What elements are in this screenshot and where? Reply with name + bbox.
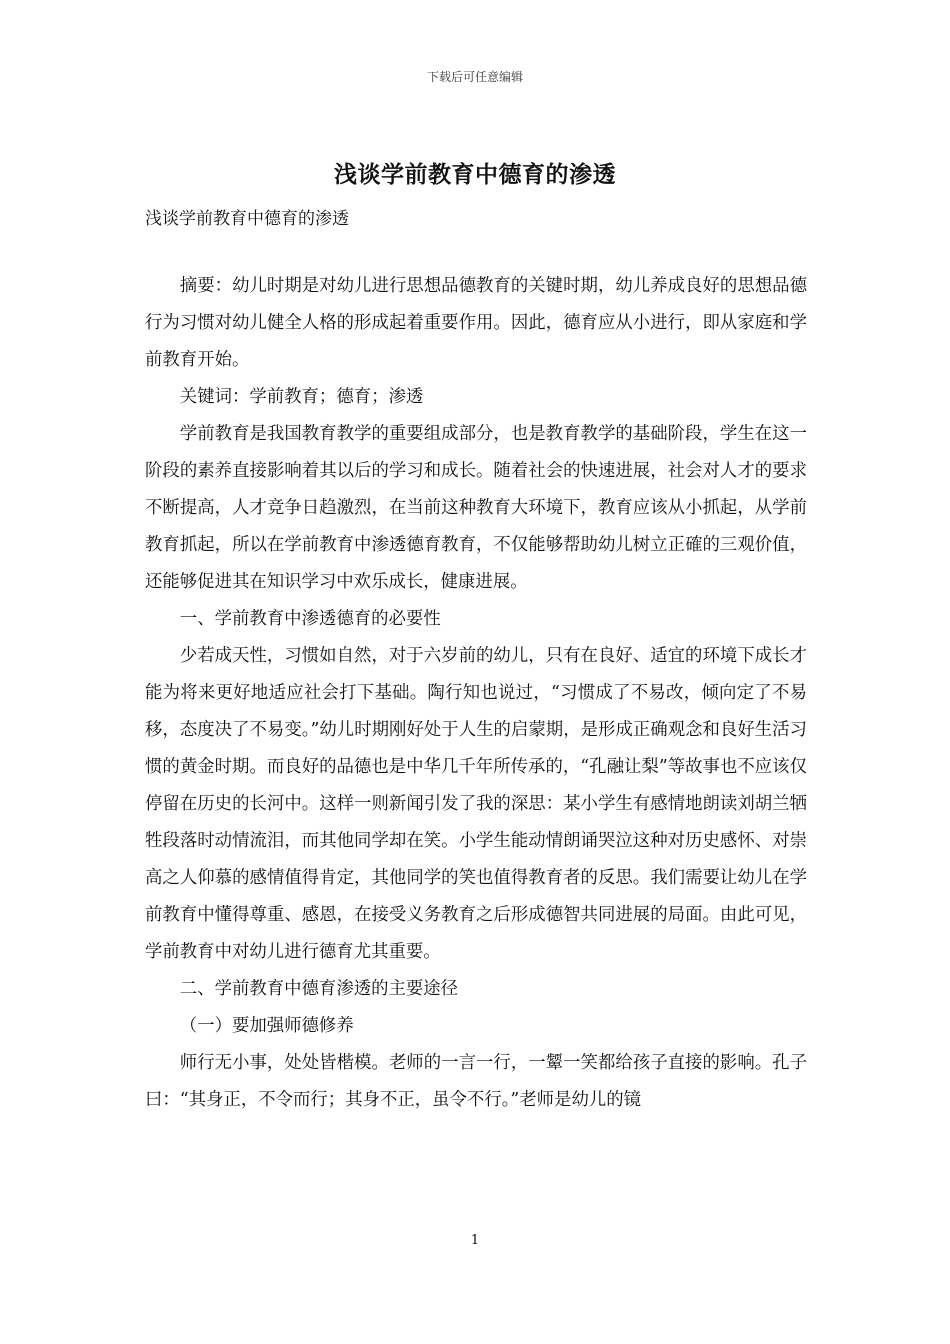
body-paragraph: 师行无小事，处处皆楷模。老师的一言一行，一颦一笑都给孩子直接的影响。孔子曰：“其身正，不令而行；其身不正，虽令不行。”老师是幼儿的镜 bbox=[145, 1053, 807, 1110]
document-body bbox=[145, 268, 807, 1119]
body-paragraph: 少若成天性，习惯如自然，对于六岁前的幼儿，只有在良好、适宜的环境下成长才能为将来更好地适应社会打下基础。陶行知也说过，“习惯成了不易改，倾向定了不易移，态度决了不易变。”幼儿时期刚好处于人生的启蒙期，是形成正确观念和良好生活习惯的黄金时期。而良好的品德也是中华几千年所传承的，“孔融让梨”等故事也不应该仅停留在历史的长河中。这样一则新闻引发了我的深思：某小学生有感情地朗读刘胡兰牺牲段落时动情流泪，而其他同学却在笑。小学生能动情朗诵哭泣这种对历史感怀、对崇高之人仰慕的感情值得肯定，其他同学的笑也值得教育者的反思。我们需要让幼儿在学前教育中懂得尊重、感恩，在接受义务教育之后形成德智共同进展的局面。由此可见，学前教育中对幼儿进行德育尤其重要。 bbox=[145, 646, 807, 962]
document-subtitle: 浅谈学前教育中德育的渗透 bbox=[145, 209, 349, 229]
page-number: 1 bbox=[470, 1233, 480, 1248]
subsection-heading-1: （一）要加强师德修养 bbox=[179, 1016, 354, 1036]
keywords-paragraph: 关键词：学前教育；德育；渗透 bbox=[179, 387, 424, 407]
section-heading-1: 一、学前教育中渗透德育的必要性 bbox=[179, 609, 441, 629]
document-title: 浅谈学前教育中德育的渗透 bbox=[334, 161, 616, 188]
intro-paragraph: 学前教育是我国教育教学的重要组成部分，也是教育教学的基础阶段，学生在这一阶段的素养直接影响着其以后的学习和成长。随着社会的快速进展，社会对人才的要求不断提高，人才竞争日趋激烈，在当前这种教育大环境下，教育应该从小抓起，从学前教育抓起，所以在学前教育中渗透德育教育，不仅能够帮助幼儿树立正確的三观价值，还能够促进其在知识学习中欢乐成长，健康进展。 bbox=[145, 424, 807, 592]
header-note: 下载后可任意编辑 bbox=[426, 70, 523, 84]
section-heading-2: 二、学前教育中德育渗透的主要途径 bbox=[179, 979, 459, 999]
abstract-paragraph: 摘要：幼儿时期是对幼儿进行思想品德教育的关键时期，幼儿养成良好的思想品德行为习惯对幼儿健全人格的形成起着重要作用。因此，德育应从小进行，即从家庭和学前教育开始。 bbox=[145, 276, 807, 370]
